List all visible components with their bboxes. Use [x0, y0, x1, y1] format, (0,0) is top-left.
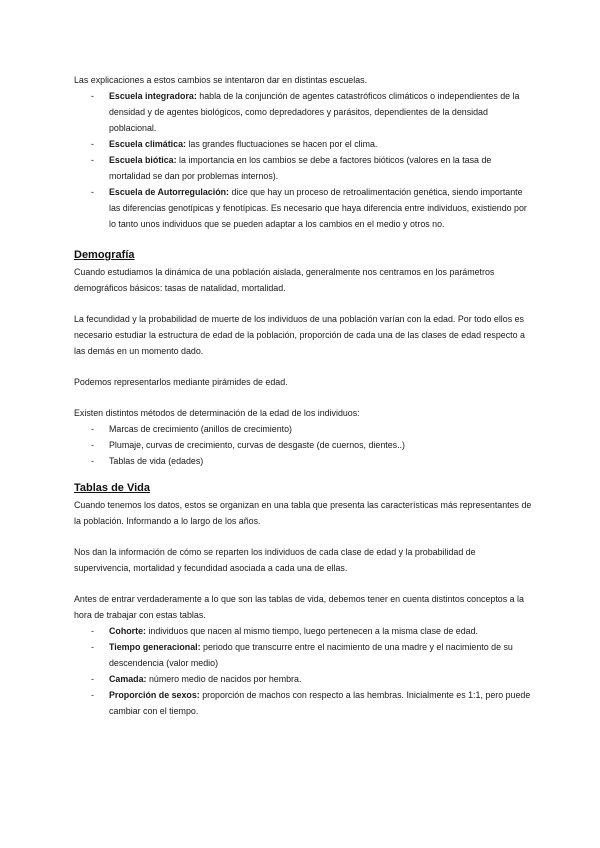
definition: periodo que transcurre entre el nacimiento de una madre y el nacimiento de su descendencia (valor medio)	[109, 642, 513, 668]
list-item: - Plumaje, curvas de crecimiento, curvas de desgaste (de cuernos, dientes..)	[74, 437, 534, 453]
paragraph: Antes de entrar verdaderamente a lo que son las tablas de vida, debemos tener en cuenta distintos conceptos a la hora de trabajar con estas tablas.	[74, 594, 524, 620]
escuelas-list	[74, 88, 534, 232]
metodos-list	[74, 421, 534, 469]
definition: número medio de nacidos por hembra.	[146, 674, 302, 684]
list-item	[74, 671, 534, 687]
definition: proporción de machos con respecto a las hembras. Inicialmente es 1:1, pero puede cambiar con el tiempo.	[109, 690, 531, 716]
term: Escuela biótica:	[109, 155, 177, 165]
list-item: - Marcas de crecimiento (anillos de crecimiento)	[74, 421, 534, 437]
paragraph: Nos dan la información de cómo se reparten los individuos de cada clase de edad y la probabilidad de supervivencia, mortalidad y fecundidad asociada a cada una de ellas.	[74, 547, 476, 573]
list-item	[74, 88, 534, 136]
paragraph: Cuando estudiamos la dinámica de una población aislada, generalmente nos centramos en los parámetros demográficos básicos: tasas de natalidad, mortalidad.	[74, 267, 495, 293]
term: Escuela de Autorregulación:	[109, 187, 230, 197]
term: Cohorte:	[109, 626, 146, 636]
term: Tiempo generacional:	[109, 642, 201, 652]
list-item: - Tablas de vida (edades)	[74, 453, 534, 469]
term: Escuela integradora:	[109, 91, 197, 101]
paragraph: Existen distintos métodos de determinación de la edad de los individuos:	[74, 408, 360, 418]
definition: individuos que nacen al mismo tiempo, luego pertenecen a la misma clase de edad.	[145, 626, 479, 636]
list-item	[74, 687, 534, 719]
definition: la importancia en los cambios se debe a factores bióticos (valores en la tasa de mortalidad se dan por problemas internos).	[109, 155, 492, 181]
list-item	[74, 184, 534, 232]
list-item	[74, 152, 534, 184]
section-heading-tablas-de-vida: Tablas de Vida	[74, 482, 151, 494]
paragraph: La fecundidad y la probabilidad de muerte de los individuos de una población varían con la edad. Por todo ellos es necesario estudiar la estructura de edad de la población, proporción de cada una de las clases de edad respecto a las demás en un momento dado.	[74, 314, 525, 356]
list-item	[74, 639, 534, 671]
definition: las grandes fluctuaciones se hacen por el clima.	[185, 139, 378, 149]
document-body	[74, 72, 534, 719]
section-heading-demografia: Demografía	[74, 249, 135, 261]
definition: habla de la conjunción de agentes catastróficos climáticos o independientes de la densidad y de agentes biológicos, como depredadores y parásitos, dependientes de la densidad poblacional.	[109, 91, 520, 133]
term: Proporción de sexos:	[109, 690, 200, 700]
list-item	[74, 623, 534, 639]
conceptos-list	[74, 623, 534, 719]
term: Camada:	[109, 674, 147, 684]
paragraph: Cuando tenemos los datos, estos se organizan en una tabla que presenta las características más representantes de la población. Informando a lo largo de los años.	[74, 500, 532, 526]
definition: dice que hay un proceso de retroalimentación genética, siendo importante las diferencias genotípicas y fenotípicas. Es necesario que haya diferencia entre individuos, existiendo por lo tanto unos individuos que se pueden adaptar a los cambios en el medio y otros no.	[109, 187, 527, 229]
intro-paragraph: Las explicaciones a estos cambios se intentaron dar en distintas escuelas.	[74, 75, 368, 85]
paragraph: Podemos representarlos mediante pirámides de edad.	[74, 377, 288, 387]
term: Escuela climática:	[109, 139, 186, 149]
list-item	[74, 136, 534, 152]
